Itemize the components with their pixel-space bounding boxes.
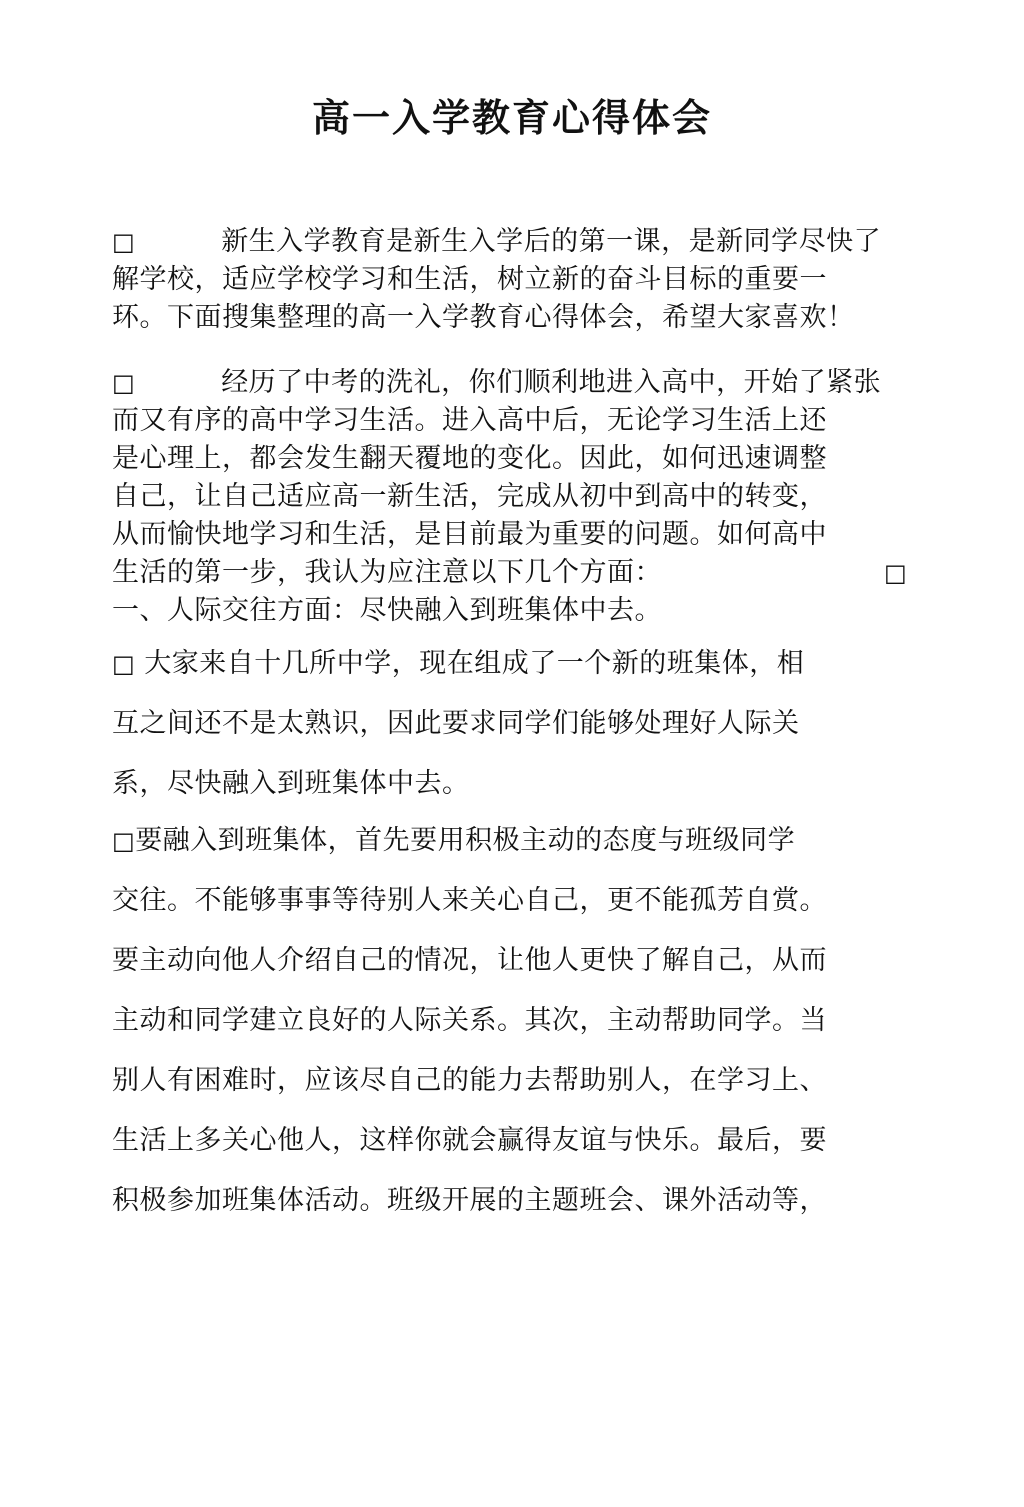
checkbox-glyph: □ <box>112 228 136 256</box>
checkbox-glyph: □ <box>884 559 907 587</box>
paragraph-3-line-2: 互之间还不是太熟识，因此要求同学们能够处理好人际关 <box>112 708 800 739</box>
paragraph-4-line-2: 交往。不能够事事等待别人来关心自己，更不能孤芳自赏。 <box>112 885 827 916</box>
checkbox-glyph: □ <box>112 827 136 855</box>
paragraph-1-line-3: 环。下面搜集整理的高一入学教育心得体会，希望大家喜欢！ <box>112 302 855 333</box>
checkbox-glyph: □ <box>112 650 136 678</box>
paragraph-text: 要融入到班集体，首先要用积极主动的态度与班级同学 <box>135 825 796 856</box>
paragraph-text: 新生入学教育是新生入学后的第一课，是新同学尽快了 <box>221 226 882 257</box>
paragraph-4-line-5: 别人有困难时，应该尽自己的能力去帮助别人，在学习上、 <box>112 1065 827 1096</box>
paragraph-4-line-1 <box>112 822 795 860</box>
paragraph-2-line-2: 而又有序的高中学习生活。进入高中后，无论学习生活上还 <box>112 405 827 436</box>
paragraph-4-line-6: 生活上多关心他人，这样你就会赢得友谊与快乐。最后，要 <box>112 1125 827 1156</box>
paragraph-3-line-1 <box>112 645 804 683</box>
paragraph-2-line-4: 自己，让自己适应高一新生活，完成从初中到高中的转变， <box>112 481 827 512</box>
paragraph-1-line-1 <box>112 223 881 261</box>
paragraph-4-line-3: 要主动向他人介绍自己的情况，让他人更快了解自己，从而 <box>112 945 827 976</box>
paragraph-text: 经历了中考的洗礼，你们顺利地进入高中，开始了紧张 <box>221 367 882 398</box>
paragraph-4-line-7: 积极参加班集体活动。班级开展的主题班会、课外活动等， <box>112 1185 827 1216</box>
paragraph-2-line-1 <box>112 364 881 402</box>
paragraph-2-line-3: 是心理上，都会发生翻天覆地的变化。因此，如何迅速调整 <box>112 443 827 474</box>
paragraph-3-line-3: 系，尽快融入到班集体中去。 <box>112 768 470 799</box>
paragraph-4-line-4: 主动和同学建立良好的人际关系。其次，主动帮助同学。当 <box>112 1005 827 1036</box>
paragraph-2-line-6: 生活的第一步，我认为应注意以下几个方面： <box>112 557 662 588</box>
document-title: 高一入学教育心得体会 <box>311 96 712 140</box>
paragraph-2-line-7: 一、人际交往方面：尽快融入到班集体中去。 <box>112 595 662 626</box>
paragraph-text: 大家来自十几所中学，现在组成了一个新的班集体，相 <box>144 648 805 679</box>
paragraph-2-line-5: 从而愉快地学习和生活，是目前最为重要的问题。如何高中 <box>112 519 827 550</box>
paragraph-1-line-2: 解学校，适应学校学习和生活，树立新的奋斗目标的重要一 <box>112 264 827 295</box>
checkbox-glyph: □ <box>112 369 136 397</box>
